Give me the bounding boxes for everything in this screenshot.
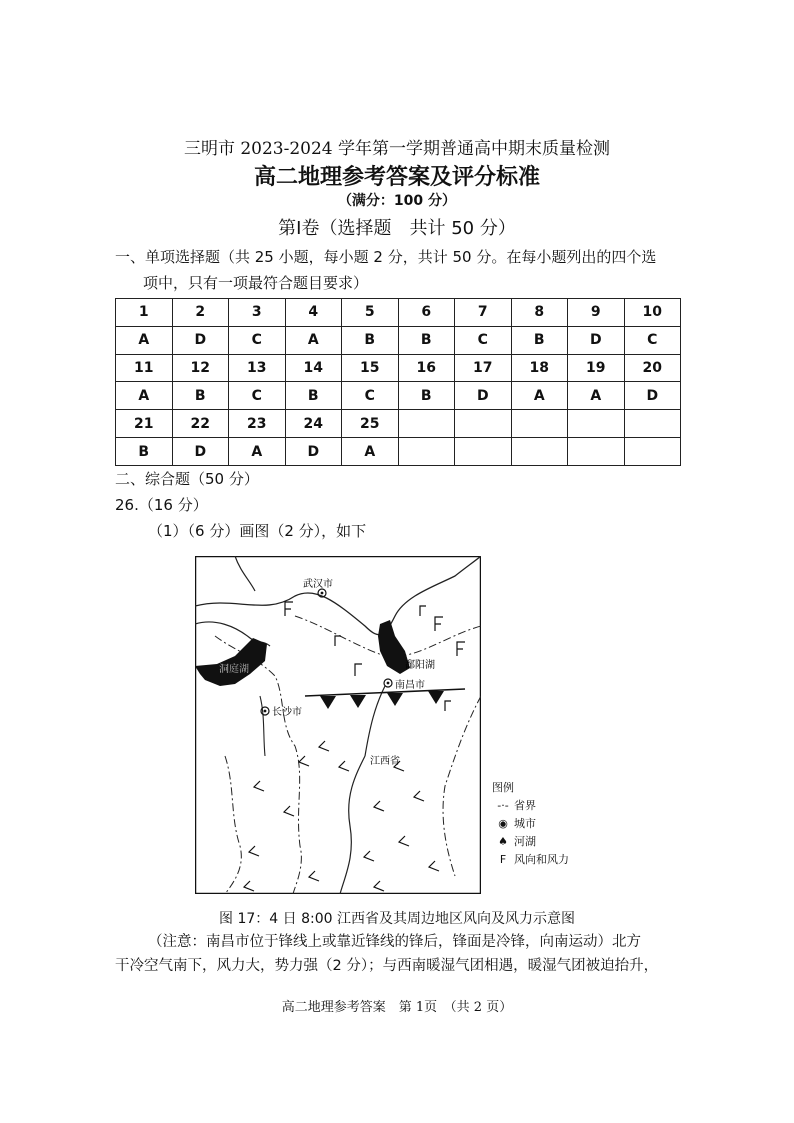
- table-cell: B: [285, 382, 342, 410]
- table-cell: [511, 410, 568, 438]
- table-cell: B: [398, 326, 455, 354]
- note-line-2: 干冷空气南下，风力大，势力强（2 分）；与西南暖湿气团相遇，暖湿气团被迫抬升，: [115, 958, 659, 974]
- table-row: [116, 354, 681, 382]
- table-cell: D: [172, 326, 229, 354]
- table-cell: A: [511, 382, 568, 410]
- doc-title: 高二地理参考答案及评分标准: [253, 165, 540, 190]
- lake-legend-icon: ♠: [498, 834, 508, 848]
- table-cell: B: [511, 326, 568, 354]
- table-cell: C: [342, 382, 399, 410]
- table-cell: 21: [116, 410, 173, 438]
- table-row: [116, 438, 681, 466]
- table-cell: 9: [568, 299, 625, 327]
- table-cell: 15: [342, 354, 399, 382]
- legend-title: 图例: [492, 781, 514, 794]
- table-cell: D: [624, 382, 681, 410]
- table-cell: A: [342, 438, 399, 466]
- table-cell: [624, 438, 681, 466]
- wind-legend-icon: F: [499, 852, 507, 866]
- table-cell: [568, 410, 625, 438]
- page-footer: 高二地理参考答案 第 1页 （共 2 页）: [281, 1000, 513, 1015]
- exam-title: 三明市 2023-2024 学年第一学期普通高中期末质量检测: [183, 139, 611, 159]
- map-frame: [196, 557, 481, 894]
- table-cell: [398, 438, 455, 466]
- table-cell: C: [455, 326, 512, 354]
- table-row: [116, 326, 681, 354]
- label-wuhan: 武汉市: [303, 579, 333, 590]
- table-cell: 8: [511, 299, 568, 327]
- table-cell: [455, 410, 512, 438]
- label-nanchang: 南昌市: [395, 680, 425, 691]
- table-cell: C: [624, 326, 681, 354]
- score-note: （满分：100 分）: [337, 193, 457, 209]
- table-cell: 22: [172, 410, 229, 438]
- border-legend-icon: -·-: [497, 798, 509, 812]
- table-cell: 12: [172, 354, 229, 382]
- table-cell: 11: [116, 354, 173, 382]
- city-legend-icon: ◉: [498, 816, 508, 830]
- table-cell: D: [455, 382, 512, 410]
- legend-city: 城市: [514, 817, 536, 830]
- answer-table: [115, 298, 681, 466]
- table-cell: [455, 438, 512, 466]
- table-cell: C: [229, 326, 286, 354]
- table-cell: B: [116, 438, 173, 466]
- table-cell: 16: [398, 354, 455, 382]
- table-cell: A: [568, 382, 625, 410]
- table-cell: 24: [285, 410, 342, 438]
- map-legend: [492, 780, 569, 870]
- table-cell: 4: [285, 299, 342, 327]
- table-cell: 19: [568, 354, 625, 382]
- table-cell: 20: [624, 354, 681, 382]
- table-cell: A: [116, 326, 173, 354]
- table-cell: A: [116, 382, 173, 410]
- table-cell: D: [172, 438, 229, 466]
- legend-wind: 风向和风力: [514, 853, 569, 866]
- part2-heading: 二、综合题（50 分）: [115, 470, 259, 488]
- table-cell: B: [398, 382, 455, 410]
- table-cell: 18: [511, 354, 568, 382]
- table-row: [116, 382, 681, 410]
- label-poyang: 鄱阳湖: [405, 660, 435, 671]
- table-cell: [624, 410, 681, 438]
- table-cell: 10: [624, 299, 681, 327]
- part1-heading-1: 一、单项选择题（共 25 小题，每小题 2 分，共计 50 分。在每小题列出的四个选: [115, 248, 657, 266]
- part1-heading-2: 项中，只有一项最符合题目要求）: [143, 274, 369, 292]
- table-cell: 5: [342, 299, 399, 327]
- label-dongting: 洞庭湖: [219, 664, 249, 675]
- note-line-1: （注意：南昌市位于锋线上或靠近锋线的锋后，锋面是冷锋，向南运动）北方: [148, 934, 641, 950]
- question-26: 26.（16 分）: [115, 496, 208, 514]
- label-changsha: 长沙市: [272, 707, 302, 718]
- table-cell: [398, 410, 455, 438]
- table-cell: 23: [229, 410, 286, 438]
- table-cell: D: [285, 438, 342, 466]
- table-row: [116, 299, 681, 327]
- weather-map: [195, 556, 481, 894]
- table-cell: 13: [229, 354, 286, 382]
- table-cell: A: [285, 326, 342, 354]
- label-jiangxi: 江西省: [370, 756, 400, 767]
- question-26-1: （1）（6 分）画图（2 分），如下: [148, 522, 367, 540]
- table-cell: 17: [455, 354, 512, 382]
- table-cell: [568, 438, 625, 466]
- legend-lake: 河湖: [514, 835, 536, 848]
- table-cell: 3: [229, 299, 286, 327]
- table-cell: D: [568, 326, 625, 354]
- figure-caption: 图 17：4 日 8:00 江西省及其周边地区风向及风力示意图: [219, 911, 575, 927]
- table-cell: 25: [342, 410, 399, 438]
- table-cell: 7: [455, 299, 512, 327]
- table-cell: B: [342, 326, 399, 354]
- table-cell: C: [229, 382, 286, 410]
- table-cell: 2: [172, 299, 229, 327]
- table-cell: 6: [398, 299, 455, 327]
- section-title: 第Ⅰ卷（选择题 共计 50 分）: [278, 218, 516, 239]
- table-cell: A: [229, 438, 286, 466]
- legend-border: 省界: [514, 799, 536, 812]
- table-cell: [511, 438, 568, 466]
- table-cell: B: [172, 382, 229, 410]
- table-row: [116, 410, 681, 438]
- table-cell: 14: [285, 354, 342, 382]
- table-cell: 1: [116, 299, 173, 327]
